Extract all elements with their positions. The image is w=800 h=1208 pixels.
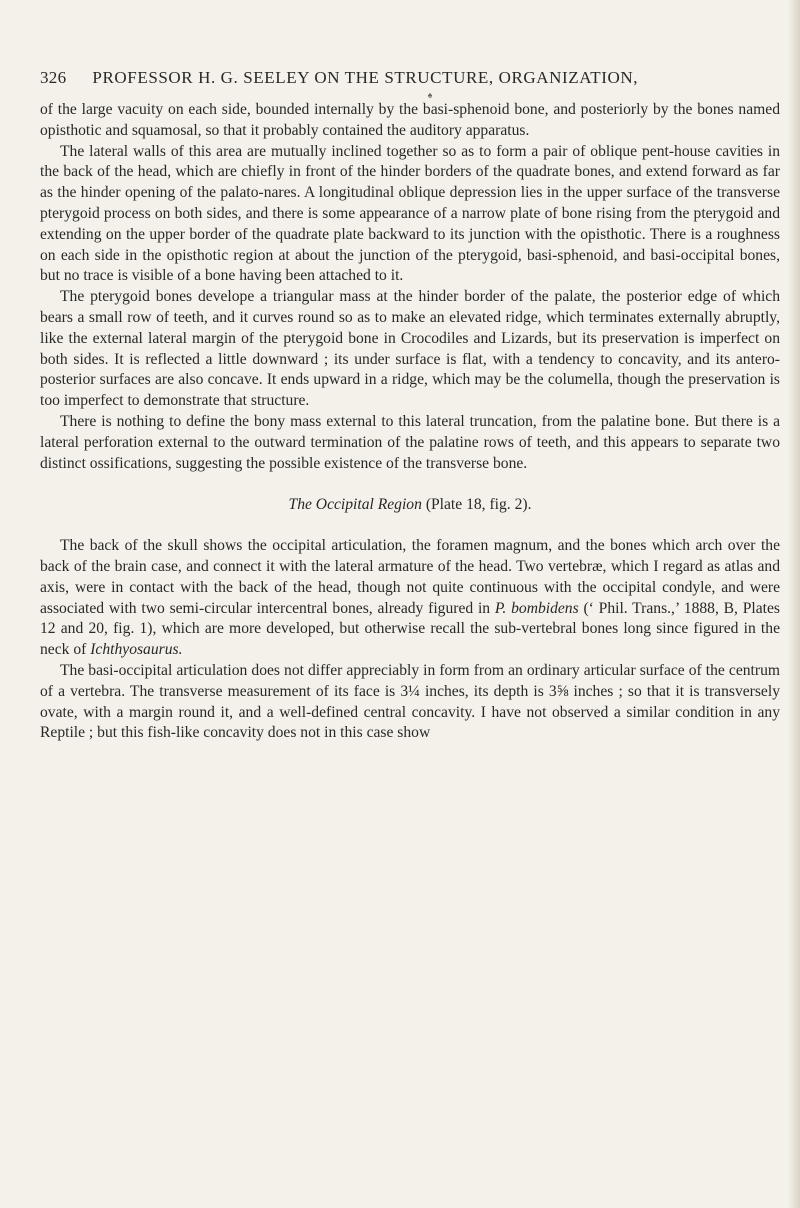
page-header — [40, 68, 780, 88]
running-title: PROFESSOR H. G. SEELEY ON THE STRUCTURE, ORGANIZATION, — [92, 68, 639, 87]
paragraph-lateral-walls: The lateral walls of this area are mutually inclined together so as to form a pair of oblique pent-house cavities in the back of the head, which are chiefly in front of the hinder borders of the quadrate bones, and extend forward as far as the hinder opening of the palato-nares. A longitudinal oblique depression lies in the upper surface of the transverse pterygoid process on both sides, and there is some appearance of a narrow plate of bone rising from the pterygoid and extending on the upper border of the quadrate plate backward to its junction with the opisthotic. There is a roughness on each side in the opisthotic region at about the junction of the pterygoid, basi-sphenoid, and basi-occipital bones, but no trace is visible of a bone having been attached to it. — [40, 142, 780, 285]
genus-name: Ichthyosaurus. — [90, 641, 183, 659]
paragraph-basi-occipital: The basi-occipital articulation does not differ appreciably in form from an ordinary articular surface of the centrum of a vertebra. The transverse measurement of its face is 3¼ inches, its depth is 3⅝ inches ; so that it is transversely ovate, with a margin round it, and a well-defined central concavity. I have not observed a similar condition in any Reptile ; but this fish-like concavity does not in this case show — [40, 661, 780, 742]
page-edge-shadow — [788, 0, 800, 1208]
paragraph-continuation: of the large vacuity on each side, bounded internally by the basi-sphenoid bone, and posteriorly by the bones named opisthotic and squamosal, so that it probably contained the auditory apparatus. — [40, 101, 780, 139]
section-title: The Occipital Region — [288, 496, 422, 514]
paragraph-bony-mass: There is nothing to define the bony mass external to this lateral truncation, from the palatine bone. But there is a lateral perforation external to the outward termination of the palatine rows of teeth, and this appears to separate two distinct ossifications, suggesting the possible existence of the transverse bone. — [40, 412, 780, 472]
paragraph-text: The back of the skull shows the occipital articulation, the foramen magnum, and the bones which arch over the back of the brain case, and connect it with the lateral armature of the head. Two vertebræ, which I regard as atlas and axis, were in contact with the back of the head, though not quite continuous with the occipital condyle, and were associated with two semi-circular intercentral bones, already figured in — [40, 537, 780, 617]
printer-ornament: ♠ — [427, 90, 433, 100]
paragraph-back-of-skull — [40, 536, 780, 661]
paragraph-pterygoid-bones: The pterygoid bones develope a triangular mass at the hinder border of the palate, the posterior edge of which bears a small row of teeth, and it curves round so as to make an elevated ridge, which terminates externally abruptly, like the external lateral margin of the pterygoid bone in Crocodiles and Lizards, but its preservation is imperfect on both sides. It is reflected a little downward ; its under surface is flat, with a tendency to concavity, and its antero-posterior surfaces are also concave. It ends upward in a ridge, which may be the columella, though the preservation is too imperfect to demonstrate that structure. — [40, 288, 780, 410]
paragraph-text: (‘ Phil. Trans.,’ 1888, B, Plates 12 and 20, fig. 1), which are more developed, but otherwise recall the sub-vertebral bones long since figured in the neck of — [40, 599, 780, 659]
section-heading — [40, 495, 780, 516]
page-number: 326 — [40, 68, 67, 87]
section-plate-reference: (Plate 18, fig. 2). — [425, 496, 532, 514]
species-name: P. bombidens — [494, 599, 579, 617]
